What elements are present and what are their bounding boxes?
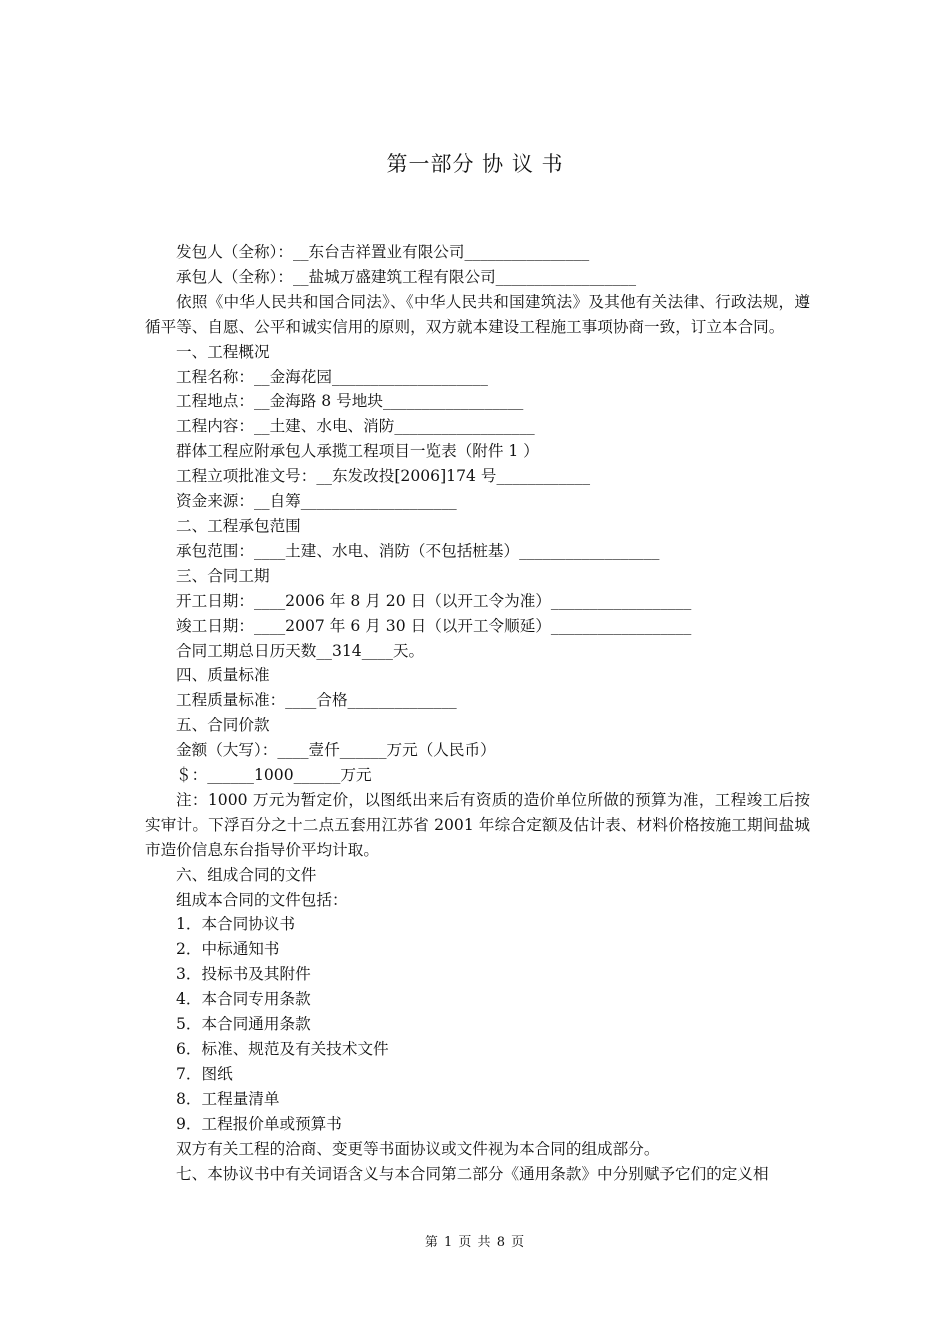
document-body bbox=[145, 240, 810, 1186]
project-location-line: 工程地点：__金海路 8 号地块__________________ bbox=[176, 392, 524, 411]
document-list-item: 9．工程报价单或预算书 bbox=[176, 1114, 342, 1133]
document-list-item: 7．图纸 bbox=[176, 1064, 233, 1083]
section-heading: 三、合同工期 bbox=[176, 566, 270, 585]
document-list-item: 2．中标通知书 bbox=[176, 940, 280, 959]
section-heading: 六、组成合同的文件 bbox=[176, 865, 317, 884]
contractor-line: 承包人（全称）：__盐城万盛建筑工程有限公司__________________ bbox=[176, 267, 637, 286]
project-content-line: 工程内容：__土建、水电、消防__________________ bbox=[176, 417, 535, 436]
document-list-item: 1．本合同协议书 bbox=[176, 915, 296, 934]
project-name-line: 工程名称：__金海花园____________________ bbox=[176, 367, 488, 386]
start-date-line: 开工日期：____2006 年 8 月 20 日（以开工令为准）__________________ bbox=[176, 591, 692, 610]
document-list-item: 6．标准、规范及有关技术文件 bbox=[176, 1040, 389, 1058]
amount-words-line: 金额（大写）：____壹仟______万元（人民币） bbox=[176, 741, 496, 760]
approval-number-line: 工程立项批准文号：__东发改投[2006]174 号____________ bbox=[176, 467, 591, 486]
document-list-item: 3．投标书及其附件 bbox=[176, 965, 311, 984]
funding-source-line: 资金来源：__自筹____________________ bbox=[176, 492, 457, 511]
end-date-line: 竣工日期：____2007 年 6 月 30 日（以开工令顺延）__________________ bbox=[176, 616, 692, 635]
section-heading: 一、工程概况 bbox=[176, 342, 270, 361]
amount-number-line: ＄：______1000______万元 bbox=[176, 766, 372, 785]
preamble-paragraph: 依照《中华人民共和国合同法》、《中华人民共和国建筑法》及其他有关法律、行政法规，遵循平等、自愿、公平和诚实信用的原则，双方就本建设工程施工事项协商一致，订立本合同。 bbox=[145, 292, 810, 336]
section-heading: 五、合同价款 bbox=[176, 716, 270, 735]
section-heading: 四、质量标准 bbox=[176, 666, 270, 685]
document-list-item: 8．工程量清单 bbox=[176, 1089, 280, 1108]
documents-closing-line: 双方有关工程的洽商、变更等书面协议或文件视为本合同的组成部分。 bbox=[176, 1139, 660, 1158]
group-project-note: 群体工程应附承包人承揽工程项目一览表（附件 1 ） bbox=[176, 442, 539, 461]
total-days-line: 合同工期总日历天数__314____天。 bbox=[176, 641, 425, 660]
document-list-item: 4．本合同专用条款 bbox=[176, 990, 311, 1009]
documents-intro-line: 组成本合同的文件包括： bbox=[176, 890, 348, 909]
section-heading: 二、工程承包范围 bbox=[176, 516, 301, 535]
document-list-item: 5．本合同通用条款 bbox=[176, 1015, 311, 1034]
employer-line: 发包人（全称）：__东台吉祥置业有限公司________________ bbox=[176, 243, 590, 261]
page-title: 第一部分 协 议 书 bbox=[386, 152, 564, 176]
scope-line: 承包范围：____土建、水电、消防（不包括桩基）__________________ bbox=[176, 541, 660, 560]
page-footer: 第 1 页 共 8 页 bbox=[424, 1235, 526, 1250]
section-heading: 七、本协议书中有关词语含义与本合同第二部分《通用条款》中分别赋予它们的定义相 bbox=[176, 1164, 769, 1183]
quality-standard-line: 工程质量标准：____合格______________ bbox=[176, 691, 457, 710]
price-note-paragraph: 注：1000 万元为暂定价，以图纸出来后有资质的造价单位所做的预算为准，工程竣工后按实审计。下浮百分之十二点五套用江苏省 2001 年综合定额及估计表、材料价格按施工期间盐城市造价信息东台指导价平均计取。 bbox=[145, 790, 810, 859]
